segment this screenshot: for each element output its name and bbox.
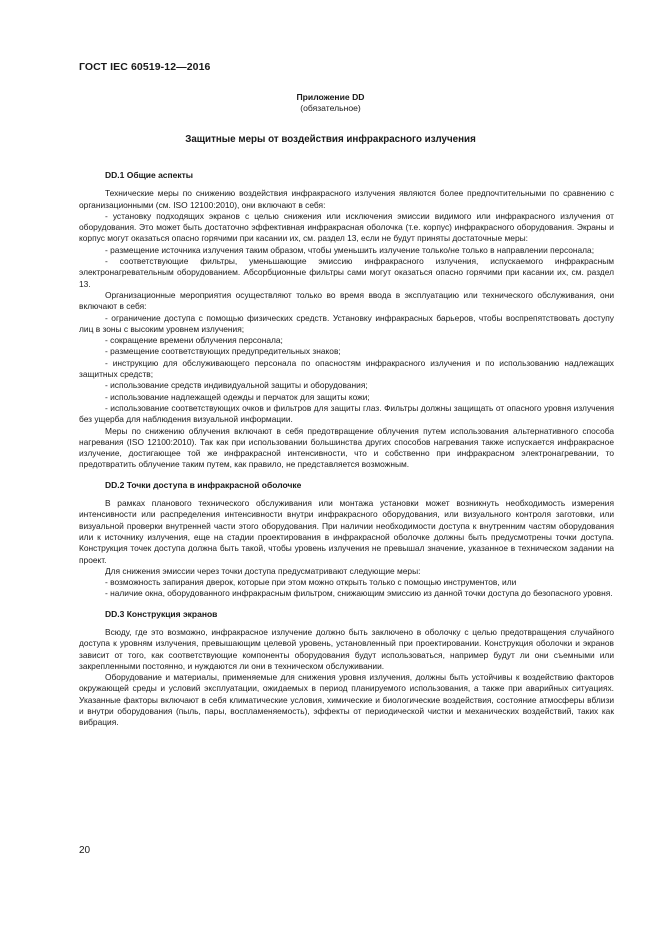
paragraph: - сокращение времени облучения персонала;	[105, 335, 283, 346]
document-body	[79, 170, 614, 729]
paragraph: - наличие окна, оборудованного инфракрасным фильтром, снижающим эмиссию из данной точки доступа до безопасного уровня.	[105, 588, 613, 599]
annex-label: Приложение DD	[296, 92, 365, 102]
page-number: 20	[79, 845, 91, 856]
paragraph: - установку подходящих экранов с целью снижения или исключения эмиссии видимого или инфракрасного излучения от оборудования. Это может быть достаточно эффективная инфракрасная оболочка (т.е. корпус) инфракрасного оборудования. Экраны и корпус могут оказаться опасно горячими при касании их, см. раздел 13, если не будут приняты достаточные меры:	[79, 210, 614, 244]
paragraph: - размещение источника излучения таким образом, чтобы уменьшить излучение только/не только в направлении персонала;	[105, 244, 595, 255]
paragraph: Технические меры по снижению воздействия инфракрасного излучения являются более предпочтительными по сравнению с организационными (см. ISO 12100:2010), они включают в себя:	[79, 188, 614, 210]
paragraph: - соответствующие фильтры, уменьшающие эмиссию инфракрасного излучения, испускаемого инфракрасным электронагревательным оборудованием. Абсорбционные фильтры сами могут оказаться опасно горячими при касании их, см. раздел 13.	[79, 256, 614, 289]
section-heading: DD.3 Конструкция экранов	[105, 608, 218, 619]
paragraph: Меры по снижению облучения включают в себя предотвращение облучения путем использования альтернативного способа нагревания (ISO 12100:2010). Так как при использовании большинства других способов нагревания также испускается инфракрасное излучение, достигающее той же инфракрасной интенсивности, что и собственно при инфракрасном электронагревании, то предотвратить облучение таким путем, как правило, не представляется возможным.	[79, 425, 614, 470]
paragraph: Организационные мероприятия осуществляют только во время ввода в эксплуатацию или технического обслуживания, они включают в себя:	[79, 289, 614, 312]
annex-status: (обязательное)	[300, 103, 361, 113]
section-heading: DD.2 Точки доступа в инфракрасной оболочке	[105, 479, 302, 490]
paragraph: Оборудование и материалы, применяемые для снижения уровня излучения, должны быть устойчивы к воздействию факторов окружающей среды и условий эксплуатации, ожидаемых в период планируемого использования, а также при аварийных ситуациях. Указанные факторы включают в себя климатические условия, химические и биологические воздействия, состояние атмосферы вблизи и внутри оборудования (пыль, пары, воспламеняемость), эффекты от периодической чистки и механических воздействий, таких как вибрация.	[79, 672, 614, 728]
document-header: ГОСТ IEC 60519-12—2016	[79, 61, 211, 73]
paragraph: - использование средств индивидуальной защиты и оборудования;	[105, 380, 368, 391]
annex-title: Защитные меры от воздействия инфракрасного излучения	[185, 134, 476, 145]
paragraph: Для снижения эмиссии через точки доступа предусматривают следующие меры:	[105, 565, 421, 576]
annex-heading	[0, 92, 661, 114]
paragraph: Всюду, где это возможно, инфракрасное излучение должно быть заключено в оболочку с целью предотвращения случайного доступа к уровням излучения, превышающим целевой уровень, установленный при проектировании. Конструкция оболочки и экранов зависит от того, как соответствующие компоненты оборудования будут использоваться, например будут ли они съемными или закрепленными постоянно, и нуждаются ли они в техническом обслуживании.	[79, 626, 614, 671]
paragraph: В рамках планового технического обслуживания или монтажа установки может возникнуть необходимость измерения интенсивности или распределения интенсивности внутри инфракрасного оборудования, или визуального контроля заготовки, или визуальной проверки внутренней части этого оборудования. При наличии необходимости доступа к внутренним частям оборудования или к источнику излучения, еще на стадии проектирования в инфракрасной оболочке должны быть предусмотрены точки доступа. Конструкция точек доступа должна быть такой, чтобы уровень излучения не превышал значение, указанное в техническом задании на проект.	[79, 498, 614, 565]
paragraph: - инструкцию для обслуживающего персонала по опасностям инфракрасного излучения и по использованию надлежащих защитных средств;	[79, 357, 614, 380]
paragraph: - ограничение доступа с помощью физических средств. Установку инфракрасных барьеров, чтобы воспрепятствовать доступу лиц в зоны с высоким уровнем излучения;	[79, 312, 614, 334]
paragraph: - возможность запирания дверок, которые при этом можно открыть только с помощью инструментов, или	[105, 577, 517, 588]
paragraph: - размещение соответствующих предупредительных знаков;	[105, 346, 341, 357]
paragraph: - использование соответствующих очков и фильтров для защиты глаз. Фильтры должны защищать от опасного уровня излучения без ущерба для наблюдения визуальной информации.	[79, 402, 614, 425]
section-heading: DD.1 Общие аспекты	[105, 170, 194, 180]
paragraph: - использование надлежащей одежды и перчаток для защиты кожи;	[105, 391, 370, 402]
